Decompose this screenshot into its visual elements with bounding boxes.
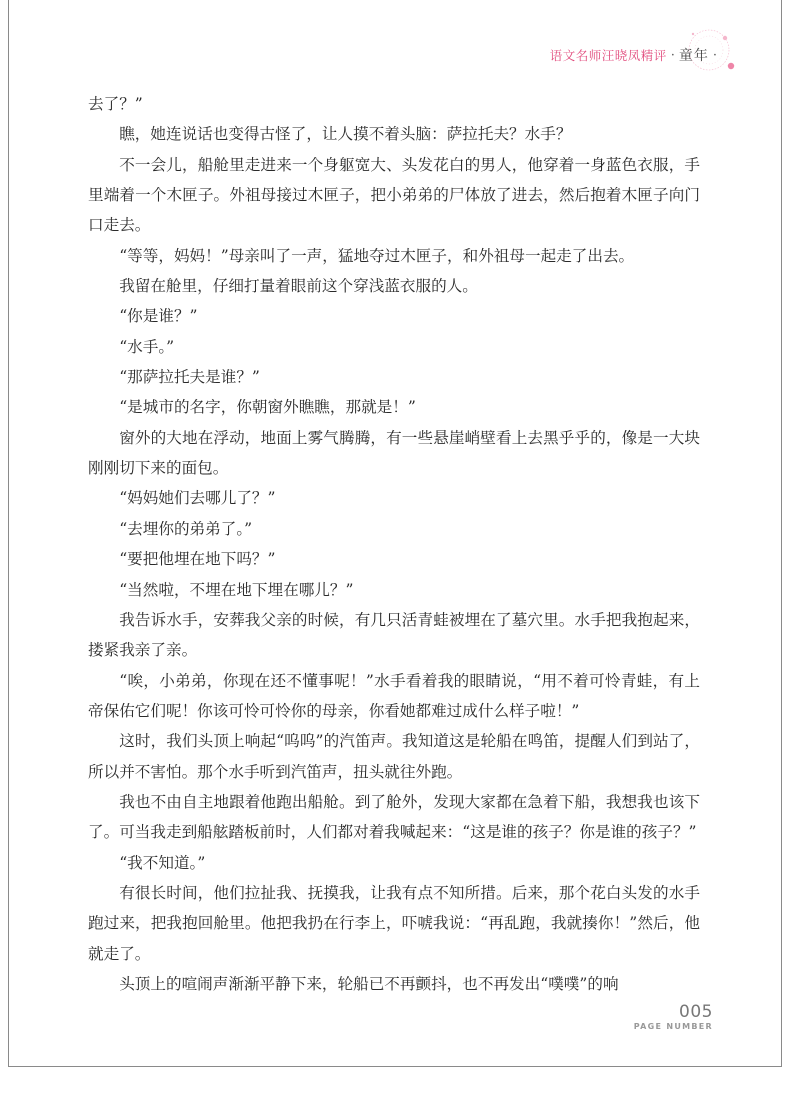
paragraph: “是城市的名字，你朝窗外瞧瞧，那就是！” — [119, 398, 416, 417]
paragraph: 头顶上的喧闹声渐渐平静下来，轮船已不再颤抖，也不再发出“噗噗”的响 — [119, 974, 619, 993]
paragraph: “你是谁？” — [119, 307, 198, 326]
paragraph: “唉，小弟弟，你现在还不懂事呢！”水手看着我的眼睛说，“用不着可怜青蛙，有上帝保佑它们呢！你该可怜可怜你的母亲，你看她都难过成什么样子啦！” — [88, 671, 700, 720]
paragraph: “等等，妈妈！”母亲叫了一声，猛地夺过木匣子，和外祖母一起走了出去。 — [119, 246, 635, 265]
running-header — [550, 44, 721, 66]
book-title: 童年 — [678, 48, 709, 64]
paragraph: “当然啦，不埋在地下埋在哪儿？” — [119, 580, 354, 599]
paragraph: “我不知道。” — [119, 853, 206, 872]
separator-dot: · — [670, 47, 675, 63]
paragraph: “水手。” — [119, 337, 175, 356]
paragraph: “妈妈她们去哪儿了？” — [119, 489, 276, 508]
paragraph: 去了？” — [88, 95, 143, 113]
page — [8, 0, 782, 1067]
series-name: 语文名师汪晓凤精评 — [549, 48, 667, 63]
paragraph: 窗外的大地在浮动，地面上雾气腾腾，有一些悬崖峭壁看上去黑乎乎的，像是一大块刚刚切下来的面包。 — [88, 428, 700, 478]
page-number — [634, 1003, 713, 1033]
paragraph: 我留在舱里，仔细打量着眼前这个穿浅蓝衣服的人。 — [119, 277, 478, 296]
paragraph: 不一会儿，船舱里走进来一个身躯宽大、头发花白的男人，他穿着一身蓝色衣服，手里端着一个木匣子。外祖母接过木匣子，把小弟弟的尸体放了进去，然后抱着木匣子向门口走去。 — [88, 155, 700, 235]
page-number-caption: PAGE NUMBER — [633, 1022, 713, 1031]
body-text — [88, 89, 700, 999]
separator-dot: · — [712, 47, 717, 63]
page-number-digits: 005 — [679, 1002, 713, 1022]
paragraph: 我也不由自主地跟着他跑出船舱。到了舱外，发现大家都在急着下船，我想我也该下了。可当我走到船舷踏板前时，人们都对着我喊起来：“这是谁的孩子？你是谁的孩子？” — [88, 792, 700, 842]
paragraph: “那萨拉托夫是谁？” — [119, 368, 260, 387]
paragraph: 瞧，她连说话也变得古怪了，让人摸不着头脑：萨拉托夫？水手？ — [119, 125, 572, 144]
paragraph: 这时，我们头顶上响起“呜呜”的汽笛声。我知道这是轮船在鸣笛，提醒人们到站了，所以并不害怕。那个水手听到汽笛声，扭头就往外跑。 — [88, 732, 700, 781]
paragraph: 我告诉水手，安葬我父亲的时候，有几只活青蛙被埋在了墓穴里。水手把我抱起来，搂紧我亲了亲。 — [88, 610, 700, 660]
paragraph: “去埋你的弟弟了。” — [119, 519, 253, 538]
paragraph: “要把他埋在地下吗？” — [119, 550, 276, 569]
paragraph: 有很长时间，他们拉扯我、抚摸我，让我有点不知所措。后来，那个花白头发的水手跑过来，把我抱回舱里。他把我扔在行李上，吓唬我说：“再乱跑，我就揍你！”然后，他就走了。 — [88, 883, 700, 963]
